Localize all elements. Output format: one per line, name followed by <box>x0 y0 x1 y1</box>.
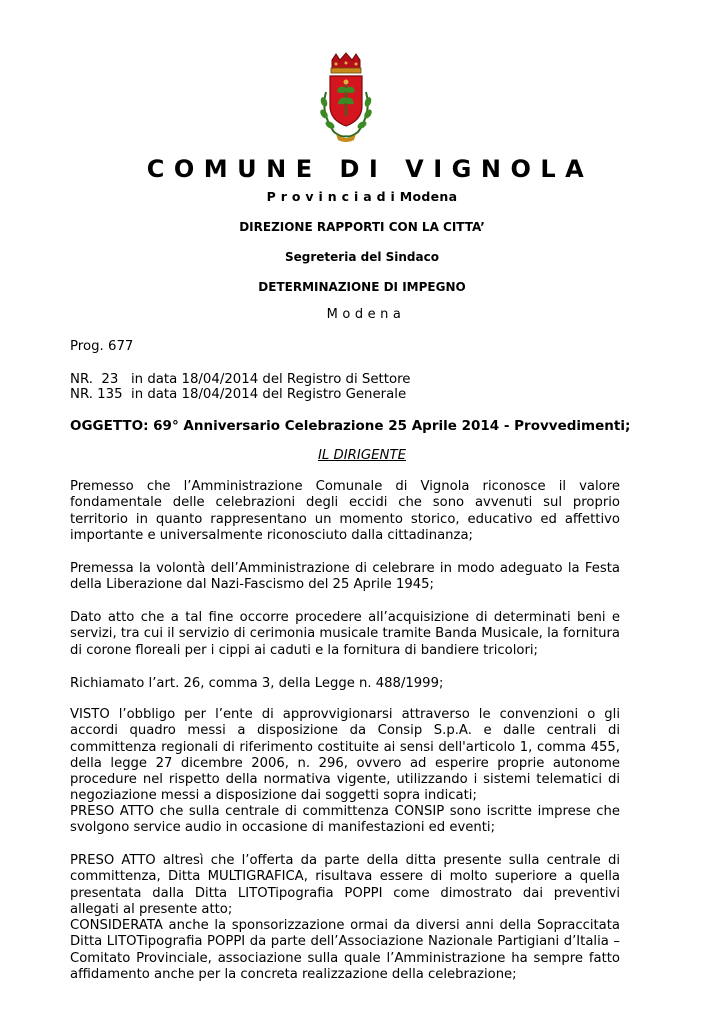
municipality-title: COMUNE DI VIGNOLA <box>146 155 594 183</box>
document-type: DETERMINAZIONE DI IMPEGNO <box>258 280 466 294</box>
department-name: DIREZIONE RAPPORTI CON LA CITTA’ <box>239 220 485 234</box>
paragraph-dato-atto: Dato atto che a tal fine occorre procedere all’acquisizione di determinati beni e servizi, tra cui il servizio di cerimonia musicale tramite Banda Musicale, la fornitura di corone floreali per i cippi ai caduti e la fornitura di bandiere tricolori; <box>70 610 620 658</box>
paragraph-premesso: Premesso che l’Amministrazione Comunale di Vignola riconosce il valore fondamentale delle celebrazioni degli eccidi che sono avvenuti sul proprio territorio in quanto rappresentano un momento storico, educativo ed affettivo importante e universalmente riconosciuto dalla cittadinanza; <box>70 479 620 543</box>
city-name: Modena <box>326 307 406 322</box>
paragraph-visto: VISTO l’obbligo per l’ente di approvvigionarsi attraverso le convenzioni o gli accordi quadro messi a disposizione da Consip S.p.A. e dalle centrali di committenza regionali di riferimento costituite ai sensi dell'articolo 1, comma 455, della legge 27 dicembre 2006, n. 296, ovvero ad esperire proprie autonome procedure nel rispetto della normativa vigente, utilizzando i sistemi telematici di negoziazione messi a disposizione dai soggetti sopra indicati; <box>70 707 620 804</box>
paragraph-preso-atto: PRESO ATTO che sulla centrale di committenza CONSIP sono iscritte imprese che svolgono service audio in occasione di manifestazioni ed eventi; <box>70 804 620 836</box>
sector-register-entry: NR. 23 in data 18/04/2014 del Registro di Settore <box>70 372 411 387</box>
office-name: Segreteria del Sindaco <box>285 250 439 264</box>
coat-of-arms-logo <box>312 52 380 144</box>
paragraph-premessa: Premessa la volontà dell’Amministrazione di celebrare in modo adeguato la Festa della Liberazione dal Nazi-Fascismo del 25 Aprile 1945; <box>70 561 620 593</box>
paragraph-richiamato: Richiamato l’art. 26, comma 3, della Legge n. 488/1999; <box>70 676 444 691</box>
subject-line: OGGETTO: 69° Anniversario Celebrazione 25 Aprile 2014 - Provvedimenti; <box>70 418 631 434</box>
province-line: P r o v i n c i a d i Modena <box>266 189 458 204</box>
general-register-entry: NR. 135 in data 18/04/2014 del Registro Generale <box>70 387 407 402</box>
progressive-number: Prog. 677 <box>70 339 134 354</box>
paragraph-preso-atto-altresi: PRESO ATTO altresì che l’offerta da parte della ditta presente sulla centrale di committenza, Ditta MULTIGRAFICA, risultava essere di molto superiore a quella presentata dalla Ditta LITOTipografia POPPI come dimostrato dai preventivi allegati al presente atto; <box>70 853 620 917</box>
dirigente-heading: IL DIRIGENTE <box>317 448 407 463</box>
paragraph-considerata: CONSIDERATA anche la sponsorizzazione ormai da diversi anni della Sopraccitata Ditta LITOTipografia POPPI da parte dell’Associazione Nazionale Partigiani d’Italia – Comitato Provinciale, associazione sulla quale l’Amministrazione ha sempre fatto affidamento anche per la concreta realizzazione della celebrazione; <box>70 918 620 982</box>
